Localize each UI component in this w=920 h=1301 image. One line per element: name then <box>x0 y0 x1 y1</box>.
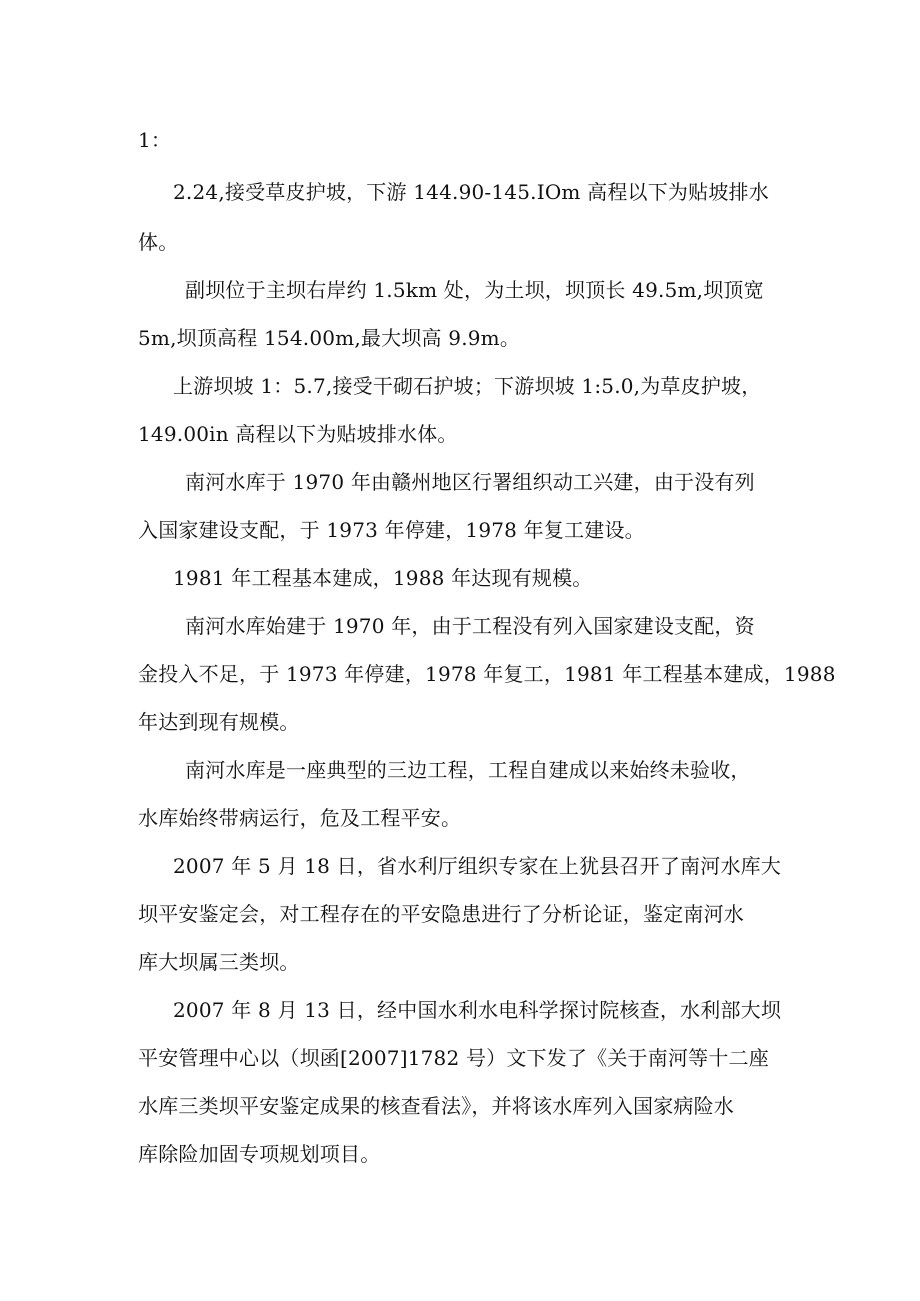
text-line: 坝平安鉴定会，对工程存在的平安隐患进行了分析论证，鉴定南河水 <box>138 902 744 926</box>
text-line: 金投入不足，于 1973 年停建，1978 年复工，1981 年工程基本建成，1988 <box>138 662 836 686</box>
text-line: 1981 年工程基本建成，1988 年达现有规模。 <box>173 566 593 590</box>
text-line: 2007 年 8 月 13 日，经中国水利水电科学探讨院核查，水利部大坝 <box>173 998 782 1022</box>
text-line: 5m,坝顶高程 154.00m,最大坝高 9.9m。 <box>138 326 521 350</box>
text-line: 南河水库始建于 1970 年，由于工程没有列入国家建设支配，资 <box>185 614 755 638</box>
text-line: 2.24,接受草皮护坡，下游 144.90-145.IOm 高程以下为贴坡排水 <box>173 180 769 204</box>
text-line: 体。 <box>138 230 179 254</box>
text-line: 库除险加固专项规划项目。 <box>138 1142 381 1166</box>
text-line: 水库始终带病运行，危及工程平安。 <box>138 806 462 830</box>
text-line: 入国家建设支配，于 1973 年停建，1978 年复工建设。 <box>138 518 645 542</box>
text-line: 库大坝属三类坝。 <box>138 950 300 974</box>
text-line: 年达到现有规模。 <box>138 710 300 734</box>
text-line: 水库三类坝平安鉴定成果的核查看法》，并将该水库列入国家病险水 <box>138 1094 734 1118</box>
text-line: 1： <box>138 128 172 152</box>
text-line: 副坝位于主坝右岸约 1.5km 处，为土坝，坝顶长 49.5m,坝顶宽 <box>185 278 764 302</box>
text-line: 南河水库于 1970 年由赣州地区行署组织动工兴建，由于没有列 <box>185 470 755 494</box>
text-line: 平安管理中心以（坝函[2007]1782 号）文下发了《关于南河等十二座 <box>138 1046 769 1070</box>
text-line: 上游坝坡 1：5.7,接受干砌石护坡；下游坝坡 1:5.0,为草皮护坡， <box>173 374 762 398</box>
text-line: 149.00in 高程以下为贴坡排水体。 <box>138 422 458 446</box>
text-line: 2007 年 5 月 18 日，省水利厅组织专家在上犹县召开了南河水库大 <box>173 854 782 878</box>
text-line: 南河水库是一座典型的三边工程，工程自建成以来始终未验收， <box>185 758 751 782</box>
